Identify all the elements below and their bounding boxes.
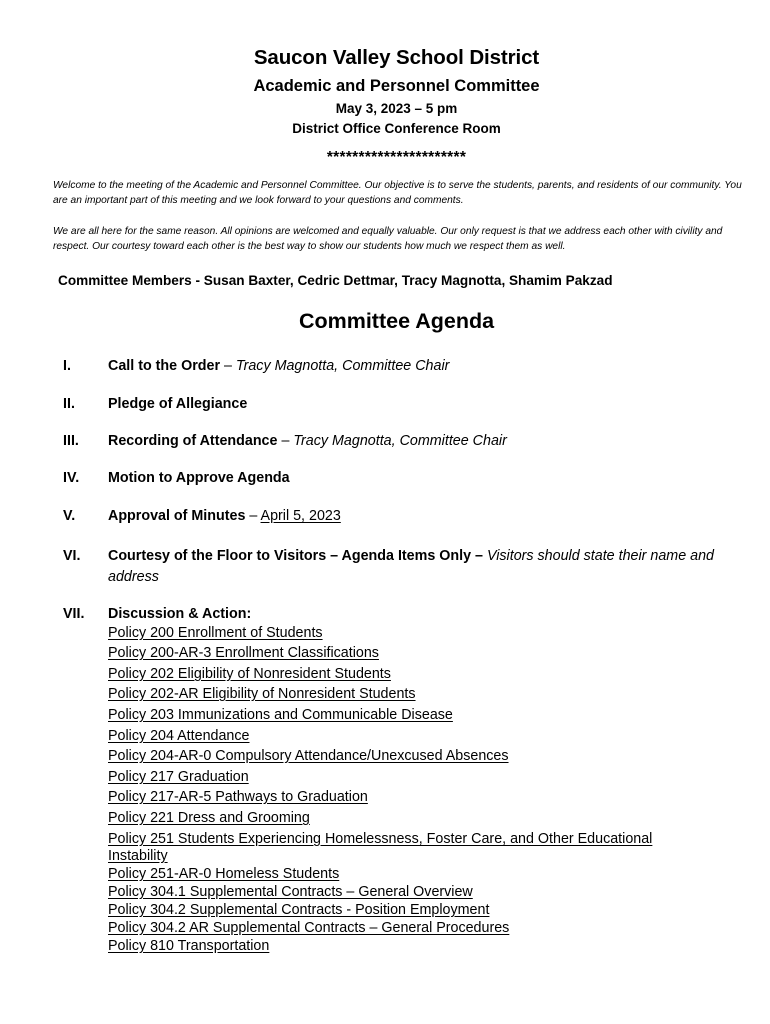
policy-link[interactable]: Policy 217 Graduation: [108, 769, 249, 785]
policy-link[interactable]: Policy 202-AR Eligibility of Nonresident Students: [108, 686, 416, 702]
agenda-title: Committee Agenda: [298, 309, 495, 333]
policy-link[interactable]: Policy 204-AR-0 Compulsory Attendance/Unexcused Absences: [108, 748, 509, 764]
item-title: Motion to Approve Agenda: [108, 470, 290, 486]
item-number: VI.: [63, 548, 81, 564]
committee-title: Academic and Personnel Committee: [253, 77, 540, 95]
item-title: Recording of Attendance: [108, 433, 278, 449]
item-detail: Tracy Magnotta, Committee Chair: [293, 433, 507, 449]
item-title: Call to the Order: [108, 358, 221, 374]
item-number: II.: [63, 396, 75, 412]
intro-paragraph-civility: We are all here for the same reason. All opinions are welcomed and equally valuable. Our only request is that we address each other with civility and respect. Our courtesy toward each other is the best way to show our students how much we respect them as well.: [53, 226, 723, 252]
policy-link[interactable]: Policy 304.2 AR Supplemental Contracts – General Procedures: [108, 920, 510, 936]
committee-members: Committee Members - Susan Baxter, Cedric Dettmar, Tracy Magnotta, Shamim Pakzad: [58, 273, 613, 288]
item-title: Discussion & Action:: [108, 606, 252, 622]
policy-link[interactable]: Policy 304.1 Supplemental Contracts – General Overview: [108, 884, 473, 900]
policy-link[interactable]: Policy 217-AR-5 Pathways to Graduation: [108, 789, 368, 805]
district-title: Saucon Valley School District: [253, 46, 540, 69]
item-title: Approval of Minutes: [108, 508, 246, 524]
policy-link[interactable]: Policy 810 Transportation: [108, 938, 270, 954]
intro-paragraph-welcome: Welcome to the meeting of the Academic and Personnel Committee. Our objective is to serve the students, parents, and residents of our community. You are an important part of this meeting and we look forward to your questions and comments.: [53, 180, 742, 206]
policy-link[interactable]: Policy 251 Students Experiencing Homelessness, Foster Care, and Other Educational Instability: [108, 831, 653, 864]
policy-link[interactable]: Policy 304.2 Supplemental Contracts - Position Employment: [108, 902, 490, 918]
item-title: Pledge of Allegiance: [108, 396, 248, 412]
item-title: Courtesy of the Floor to Visitors – Agenda Items Only –: [108, 548, 483, 564]
item-separator: –: [220, 358, 236, 374]
item-detail: Tracy Magnotta, Committee Chair: [235, 358, 450, 374]
item-separator: –: [245, 508, 261, 524]
meeting-date: May 3, 2023 – 5 pm: [335, 101, 458, 116]
policy-link[interactable]: Policy 202 Eligibility of Nonresident Students: [108, 666, 391, 682]
policy-link[interactable]: Policy 200 Enrollment of Students: [108, 625, 323, 641]
item-detail: Visitors should state their name and address: [108, 548, 714, 585]
policy-link[interactable]: Policy 200-AR-3 Enrollment Classifications: [108, 645, 379, 661]
policy-link[interactable]: Policy 251-AR-0 Homeless Students: [108, 866, 340, 882]
item-number: VII.: [63, 606, 85, 622]
divider-stars: **********************: [326, 149, 467, 166]
item-number: IV.: [63, 470, 80, 486]
meeting-location: District Office Conference Room: [292, 121, 501, 136]
policy-link[interactable]: Policy 203 Immunizations and Communicable Disease: [108, 707, 453, 723]
policy-link[interactable]: Policy 204 Attendance: [108, 728, 250, 744]
item-separator: –: [277, 433, 294, 449]
policy-link[interactable]: Policy 221 Dress and Grooming: [108, 810, 310, 826]
item-number: V.: [63, 508, 76, 524]
item-number: III.: [63, 433, 79, 449]
minutes-link[interactable]: April 5, 2023: [260, 508, 341, 524]
item-number: I.: [63, 358, 71, 374]
